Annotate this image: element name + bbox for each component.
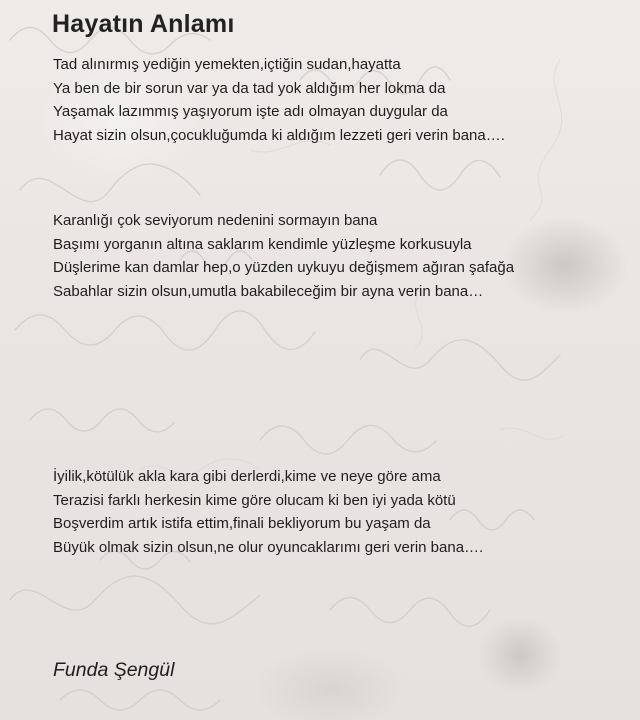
poem-line: Yaşamak lazımmış yaşıyorum işte adı olmayan duygular da xyxy=(53,103,448,120)
poem-line: Sabahlar sizin olsun,umutla bakabileceğim bir ayna verin bana… xyxy=(53,282,484,300)
poem-line: Karanlığı çok seviyorum nedenini sormayın bana xyxy=(53,212,378,229)
poem-stanza-1 xyxy=(53,53,505,147)
poem-stanza-3 xyxy=(53,465,483,559)
poem-line: Hayat sizin olsun,çocukluğumda ki aldığım lezzeti geri verin bana…. xyxy=(53,126,505,144)
poem-line: Ya ben de bir sorun var ya da tad yok aldığım her lokma da xyxy=(53,79,446,97)
poem-line: Boşverdim artık istifa ettim,finali bekliyorum bu yaşam da xyxy=(53,515,431,532)
poem-author: Funda Şengül xyxy=(53,659,175,681)
poem-stanza-2 xyxy=(53,209,514,303)
poem-line: Düşlerime kan damlar hep,o yüzden uykuyu değişmem ağıran şafağa xyxy=(53,259,515,276)
poem-line: Terazisi farklı herkesin kime göre olucam ki ben iyi yada kötü xyxy=(53,491,456,509)
poem-title: Hayatın Anlamı xyxy=(52,10,235,38)
poem-line: Başımı yorganın altına saklarım kendimle yüzleşme korkusuyla xyxy=(53,235,472,253)
poem-line: Büyük olmak sizin olsun,ne olur oyuncaklarımı geri verin bana…. xyxy=(53,538,484,556)
poem-line: Tad alınırmış yediğin yemekten,içtiğin sudan,hayatta xyxy=(53,56,401,73)
poem-line: İyilik,kötülük akla kara gibi derlerdi,kime ve neye göre ama xyxy=(53,468,441,485)
